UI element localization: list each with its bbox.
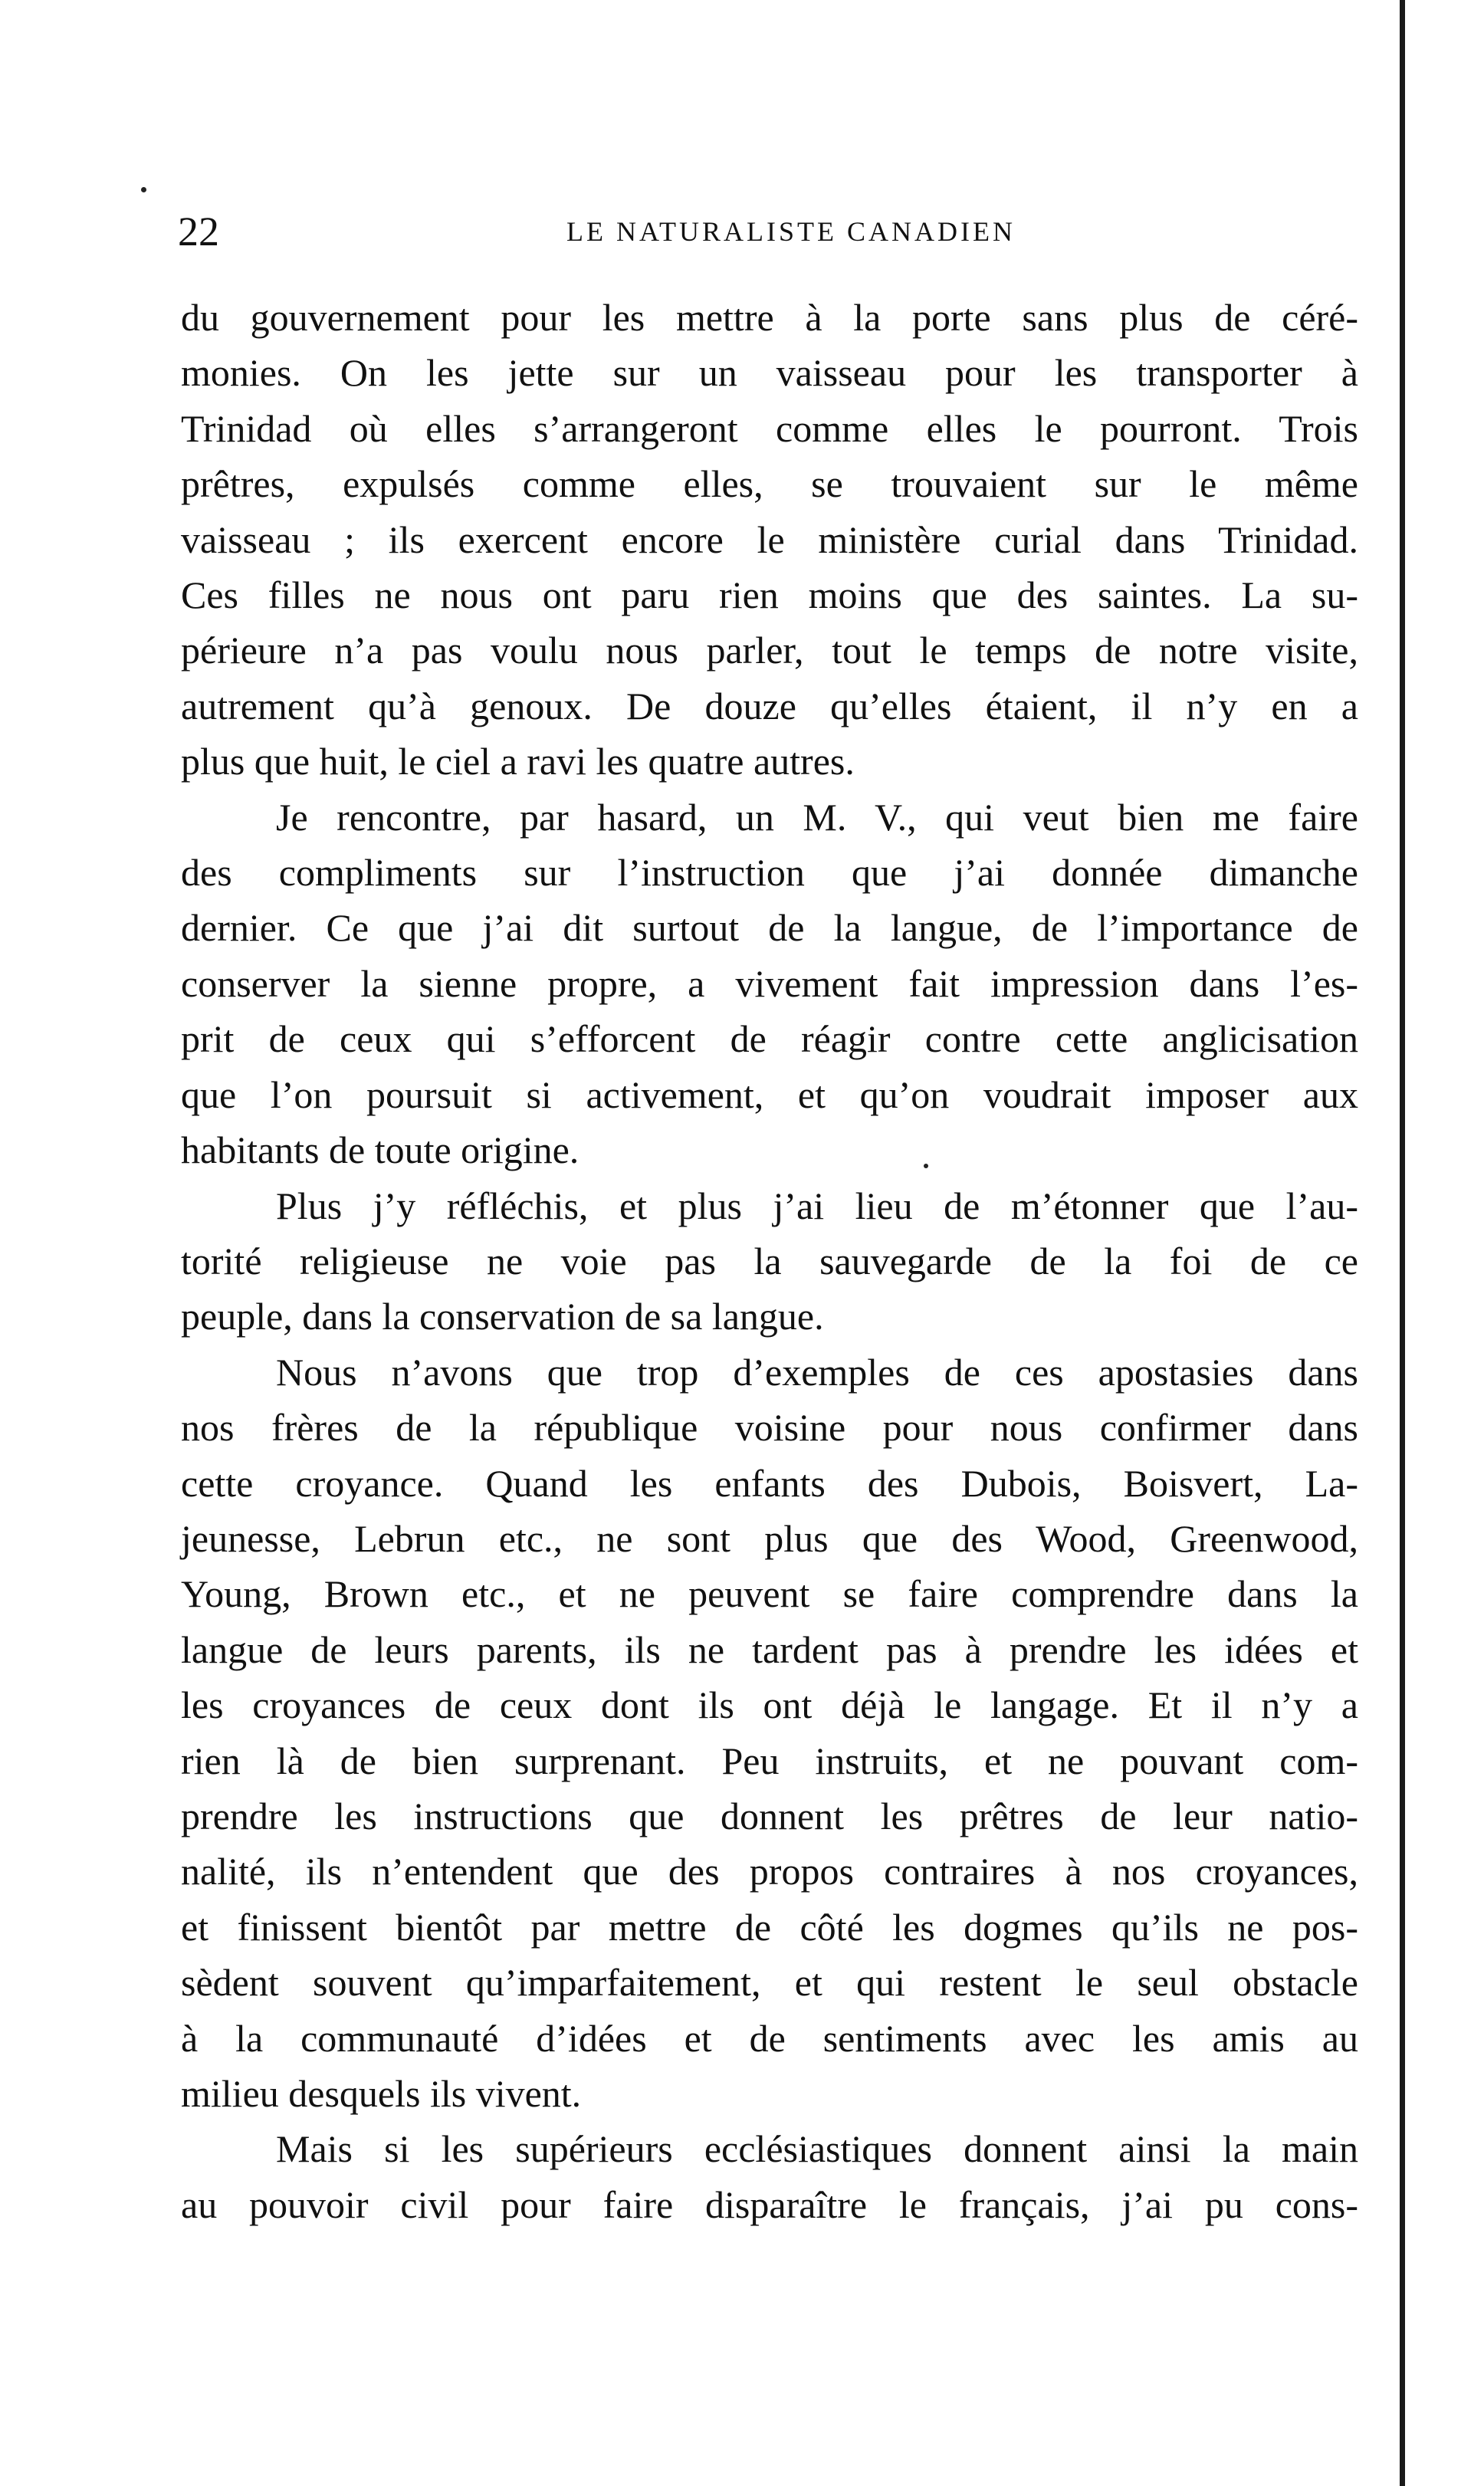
text-line: Young, Brown etc., et ne peuvent se faire comprendre dans la: [181, 1572, 1358, 1616]
text-line: périeure n’a pas voulu nous parler, tout le temps de notre visite,: [181, 629, 1358, 672]
text-line: nalité, ils n’entendent que des propos contraires à nos croyances,: [181, 1850, 1358, 1893]
text-line: les croyances de ceux dont ils ont déjà le langage. Et il n’y a: [181, 1683, 1358, 1727]
text-line: plus que huit, le ciel a ravi les quatre autres.: [181, 740, 855, 783]
paragraph: [181, 290, 1358, 790]
text-line: Trinidad où elles s’arrangeront comme elles le pourront. Trois: [181, 406, 1358, 450]
text-line: Mais si les supérieurs ecclésiastiques donnent ainsi la main: [276, 2127, 1358, 2171]
paragraph: [181, 2121, 1358, 2232]
text-line: cette croyance. Quand les enfants des Dubois, Boisvert, La-: [181, 1461, 1358, 1505]
paragraph: [181, 1178, 1358, 1345]
text-line: du gouvernement pour les mettre à la porte sans plus de céré-: [181, 296, 1358, 339]
text-line: vaisseau ; ils exercent encore le ministère curial dans Trinidad.: [181, 517, 1358, 561]
page-number: 22: [178, 209, 219, 255]
text-line: Je rencontre, par hasard, un M. V., qui veut bien me faire: [276, 795, 1358, 839]
page-header: [178, 201, 1358, 262]
paragraph: [181, 1345, 1358, 2122]
text-line: prêtres, expulsés comme elles, se trouvaient sur le même: [181, 462, 1358, 506]
text-line: jeunesse, Lebrun etc., ne sont plus que des Wood, Greenwood,: [181, 1516, 1358, 1560]
text-line: dernier. Ce que j’ai dit surtout de la langue, de l’importance de: [181, 906, 1358, 950]
printing-speck: [141, 187, 146, 192]
text-line: milieu desquels ils vivent.: [181, 2072, 582, 2115]
paragraph: [181, 790, 1358, 1178]
text-line: nos frères de la république voisine pour nous confirmer dans: [181, 1406, 1358, 1450]
text-line: langue de leurs parents, ils ne tardent pas à prendre les idées et: [181, 1627, 1358, 1671]
text-line: monies. On les jette sur un vaisseau pour les transporter à: [181, 351, 1358, 395]
text-line: autrement qu’à genoux. De douze qu’elles étaient, il n’y en a: [181, 684, 1358, 727]
page-binding-edge: [1400, 0, 1405, 2486]
text-line: torité religieuse ne voie pas la sauvegarde de la foi de ce: [181, 1239, 1358, 1282]
text-line: sèdent souvent qu’imparfaitement, et qui restent le seul obstacle: [181, 1961, 1358, 2005]
text-line: peuple, dans la conservation de sa langue.: [181, 1295, 824, 1338]
text-line: et finissent bientôt par mettre de côté les dogmes qu’ils ne pos-: [181, 1905, 1358, 1949]
text-line: au pouvoir civil pour faire disparaître le français, j’ai pu cons-: [181, 2182, 1358, 2226]
text-line: prit de ceux qui s’efforcent de réagir contre cette anglicisation: [181, 1017, 1358, 1061]
text-line: Ces filles ne nous ont paru rien moins que des saintes. La su-: [181, 573, 1358, 617]
text-line: des compliments sur l’instruction que j’ai donnée dimanche: [181, 851, 1358, 895]
text-line: Plus j’y réfléchis, et plus j’ai lieu de m’étonner que l’au-: [276, 1184, 1358, 1227]
text-line: rien là de bien surprenant. Peu instruits, et ne pouvant com-: [181, 1739, 1358, 1782]
body-text: [181, 290, 1358, 2232]
running-head: LE NATURALISTE CANADIEN: [566, 216, 1016, 247]
text-line: prendre les instructions que donnent les prêtres de leur natio-: [181, 1794, 1358, 1837]
text-line: à la communauté d’idées et de sentiments avec les amis au: [181, 2016, 1358, 2060]
text-line: que l’on poursuit si activement, et qu’on voudrait imposer aux: [181, 1072, 1358, 1116]
text-line: Nous n’avons que trop d’exemples de ces apostasies dans: [276, 1350, 1358, 1394]
text-line: habitants de toute origine.: [181, 1128, 579, 1172]
text-line: conserver la sienne propre, a vivement fait impression dans l’es-: [181, 961, 1358, 1005]
